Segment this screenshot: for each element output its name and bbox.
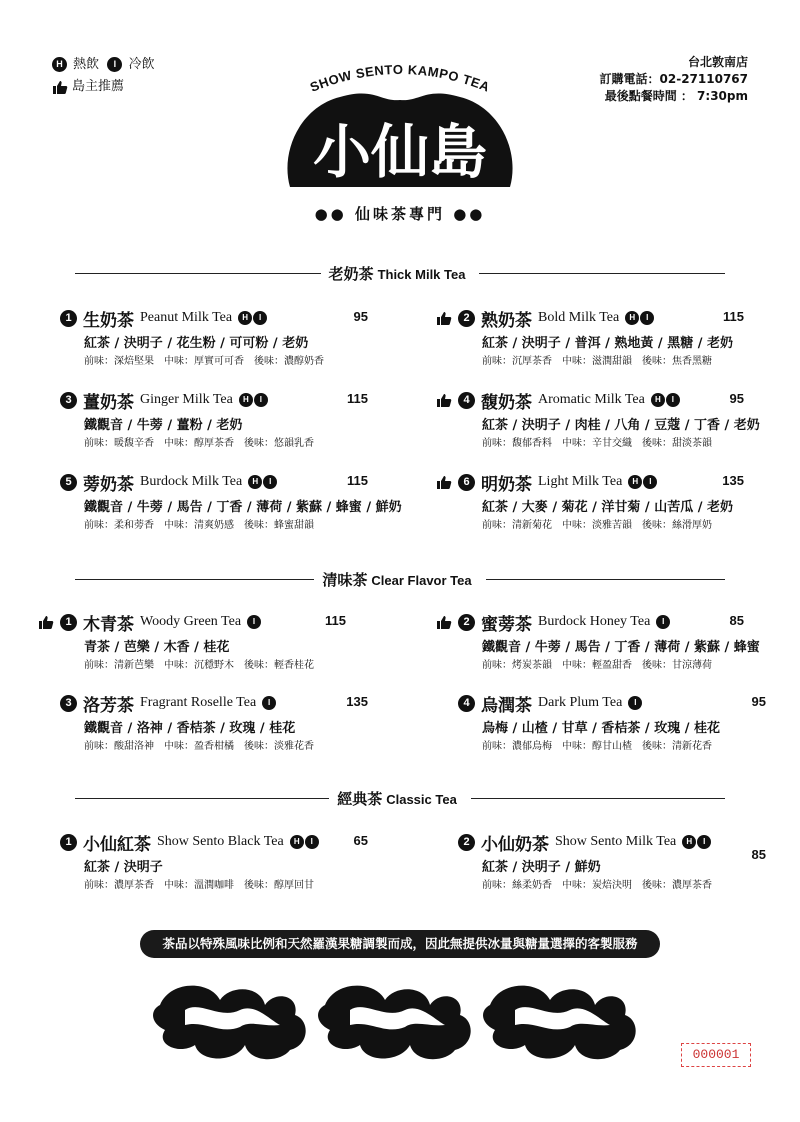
store-phone: 訂購電話：02-27110767 [599,72,748,86]
cold-badge-icon: I [666,393,680,407]
cold-badge-icon: I [643,475,657,489]
item-price: 115 [347,473,368,488]
hot-badge-icon: H [290,835,304,849]
item-ingredients: 紅茶 / 大麥 / 菊花 / 洋甘菊 / 山苦瓜 / 老奶 [482,500,733,515]
arc-text: SHOW SENTO KAMPO TEA [307,61,493,95]
store-info [600,54,748,105]
section-header-thick-milk-tea [75,263,725,283]
item-name-en: Show Sento Black Tea [157,834,284,849]
item-ingredients: 烏梅 / 山楂 / 甘草 / 香桔茶 / 玫瑰 / 桂花 [482,721,720,736]
item-price: 65 [353,833,368,848]
item-name-en: Ginger Milk Tea [140,392,233,407]
menu-item [38,611,358,671]
section-header-clear-flavor-tea [75,569,725,589]
section-title-en: Classic Tea [386,791,457,807]
item-name-en: Woody Green Tea [140,614,242,629]
item-ingredients: 紅茶 / 決明子 [84,860,163,875]
item-number-badge: 1 [60,834,77,851]
item-ingredients: 鐵觀音 / 洛神 / 香桔茶 / 玫瑰 / 桂花 [84,721,296,736]
item-name-zh: 薑奶茶 [83,392,134,413]
hot-badge-icon: H [248,475,262,489]
item-name-zh: 洛芳茶 [83,695,134,716]
cold-badge-icon: I [247,615,261,629]
item-tasting-notes: 前味：深焙堅果 中味：厚實可可香 後味：濃醇奶香 [84,356,324,367]
item-number-badge: 1 [60,614,77,631]
legend-recommended-label: 島主推薦 [72,79,125,94]
item-tasting-notes: 前味：酸甜洛神 中味：盈香柑橘 後味：淡雅花香 [84,741,314,752]
recommended-thumb-icon [436,311,452,325]
divider [75,579,314,580]
item-name-en: Show Sento Milk Tea [555,834,677,849]
item-name-zh: 熟奶茶 [481,310,532,331]
item-name-zh: 小仙紅茶 [83,834,151,855]
section-title-zh: 老奶茶 [328,264,374,283]
cold-badge-icon: I [656,615,670,629]
section-header-classic-tea [75,788,725,808]
item-tasting-notes: 前味：清新芭樂 中味：沉穩野木 後味：輕香桂花 [84,660,314,671]
item-price: 135 [346,694,368,709]
item-ingredients: 青茶 / 芭樂 / 木香 / 桂花 [84,640,230,655]
item-number-badge: 6 [458,474,475,491]
section-title-en: Clear Flavor Tea [371,572,472,588]
item-ingredients: 鐵觀音 / 牛蒡 / 薑粉 / 老奶 [84,418,243,433]
item-name-en: Burdock Honey Tea [538,614,651,629]
menu-item [458,692,778,752]
item-number-badge: 4 [458,392,475,409]
item-number-badge: 2 [458,310,475,327]
item-tasting-notes: 前味：柔和蒡香 中味：清爽奶感 後味：蜂蜜甜韻 [84,520,314,531]
item-number-badge: 2 [458,614,475,631]
menu-item [60,307,380,367]
menu-item [60,692,380,752]
item-price: 95 [729,391,744,406]
item-ingredients: 鐵觀音 / 牛蒡 / 馬告 / 丁香 / 薄荷 / 紫蘇 / 蜂蜜 / 鮮奶 [84,500,402,515]
cold-badge-icon: I [305,835,319,849]
section-title-zh: 清味茶 [322,570,368,589]
item-name-zh: 生奶茶 [83,310,134,331]
menu-item [436,471,756,531]
item-number-badge: 4 [458,695,475,712]
divider [75,798,329,799]
item-ingredients: 紅茶 / 決明子 / 肉桂 / 八角 / 豆蔻 / 丁香 / 老奶 [482,418,760,433]
item-name-en: Light Milk Tea [538,474,623,489]
item-price: 95 [353,309,368,324]
notice-banner: 茶品以特殊風味比例和天然羅漢果糖調製而成，因此無提供冰量與糖量選擇的客製服務 [140,930,660,958]
hot-badge-icon: H [628,475,642,489]
brand-logo [280,82,520,200]
item-name-zh: 蒡奶茶 [83,474,134,495]
item-name-zh: 烏潤茶 [481,695,532,716]
thumbs-up-icon [52,80,68,94]
item-name-zh: 小仙奶茶 [481,834,549,855]
item-number-badge: 3 [60,695,77,712]
cold-badge-icon: I [697,835,711,849]
item-tasting-notes: 前味：暖馥辛香 中味：醇厚茶香 後味：悠韻乳香 [84,438,314,449]
decorative-swirl-graphic [150,975,650,1065]
menu-item [436,307,756,367]
menu-item [60,471,402,531]
item-name-zh: 馥奶茶 [481,392,532,413]
item-name-zh: 明奶茶 [481,474,532,495]
item-tasting-notes: 前味：烤炭茶韻 中味：輕盈甜香 後味：甘涼薄荷 [482,660,712,671]
item-tasting-notes: 前味：濃郁烏梅 中味：醇甘山楂 後味：清新花香 [482,741,712,752]
item-tasting-notes: 前味：絲柔奶香 中味：炭焙決明 後味：濃厚茶香 [482,880,712,891]
cold-badge-icon: I [263,475,277,489]
logo-name: 小仙島 [312,118,488,186]
item-ingredients: 鐵觀音 / 牛蒡 / 馬告 / 丁香 / 薄荷 / 紫蘇 / 蜂蜜 [482,640,760,655]
divider [479,273,725,274]
item-price: 85 [751,847,766,862]
menu-item [436,611,760,671]
item-name-zh: 木青茶 [83,614,134,635]
item-name-en: Peanut Milk Tea [140,310,233,325]
cold-badge-icon: I [107,57,122,72]
cold-badge-icon: I [628,696,642,710]
cold-badge-icon: I [262,696,276,710]
item-tasting-notes: 前味：清新菊花 中味：淡雅苦韻 後味：絲滑厚奶 [482,520,712,531]
hot-badge-icon: H [239,393,253,407]
cold-badge-icon: I [640,311,654,325]
legend-cold-label: 冷飲 [128,57,155,72]
menu-item [60,831,380,891]
divider [75,273,321,274]
legend [52,54,155,98]
divider [486,579,725,580]
recommended-thumb-icon [436,475,452,489]
item-price: 85 [729,613,744,628]
item-number-badge: 1 [60,310,77,327]
hot-badge-icon: H [238,311,252,325]
item-price: 115 [723,309,744,324]
item-number-badge: 5 [60,474,77,491]
item-tasting-notes: 前味：濃厚茶香 中味：溫潤咖啡 後味：醇厚回甘 [84,880,314,891]
serial-number: 000001 [681,1043,751,1067]
item-name-en: Burdock Milk Tea [140,474,243,489]
section-title-en: Thick Milk Tea [377,266,466,282]
menu-item [458,831,778,891]
hot-badge-icon: H [52,57,67,72]
item-tasting-notes: 前味：沉厚茶香 中味：滋潤甜韻 後味：焦香黑糖 [482,356,712,367]
menu-item [436,389,760,449]
hot-badge-icon: H [682,835,696,849]
item-name-en: Dark Plum Tea [538,695,623,710]
item-ingredients: 紅茶 / 決明子 / 鮮奶 [482,860,601,875]
item-price: 115 [347,391,368,406]
divider [471,798,725,799]
item-name-en: Aromatic Milk Tea [538,392,645,407]
cold-badge-icon: I [254,393,268,407]
cold-badge-icon: I [253,311,267,325]
section-title-zh: 經典茶 [337,789,383,808]
recommended-thumb-icon [436,615,452,629]
item-ingredients: 紅茶 / 決明子 / 花生粉 / 可可粉 / 老奶 [84,336,309,351]
item-tasting-notes: 前味：馥郁香料 中味：辛甘交織 後味：甜淡茶韻 [482,438,712,449]
item-price: 115 [325,613,346,628]
item-price: 135 [722,473,744,488]
recommended-thumb-icon [436,393,452,407]
item-name-zh: 蜜蒡茶 [481,614,532,635]
item-number-badge: 2 [458,834,475,851]
logo-subtitle-text: 仙味茶專門 [354,205,445,223]
item-ingredients: 紅茶 / 決明子 / 普洱 / 熟地黃 / 黑糖 / 老奶 [482,336,733,351]
item-number-badge: 3 [60,392,77,409]
legend-hot-label: 熱飲 [73,57,100,72]
hot-badge-icon: H [651,393,665,407]
item-name-en: Fragrant Roselle Tea [140,695,257,710]
store-last-order: 最後點餐時間 ： 7:30pm [604,89,748,103]
hot-badge-icon: H [625,311,639,325]
menu-item [60,389,380,449]
recommended-thumb-icon [38,615,54,629]
item-price: 95 [751,694,766,709]
store-name: 台北敦南店 [687,55,748,69]
item-name-en: Bold Milk Tea [538,310,620,325]
logo-subtitle: ●● 仙味茶專門 ●● [314,205,486,223]
